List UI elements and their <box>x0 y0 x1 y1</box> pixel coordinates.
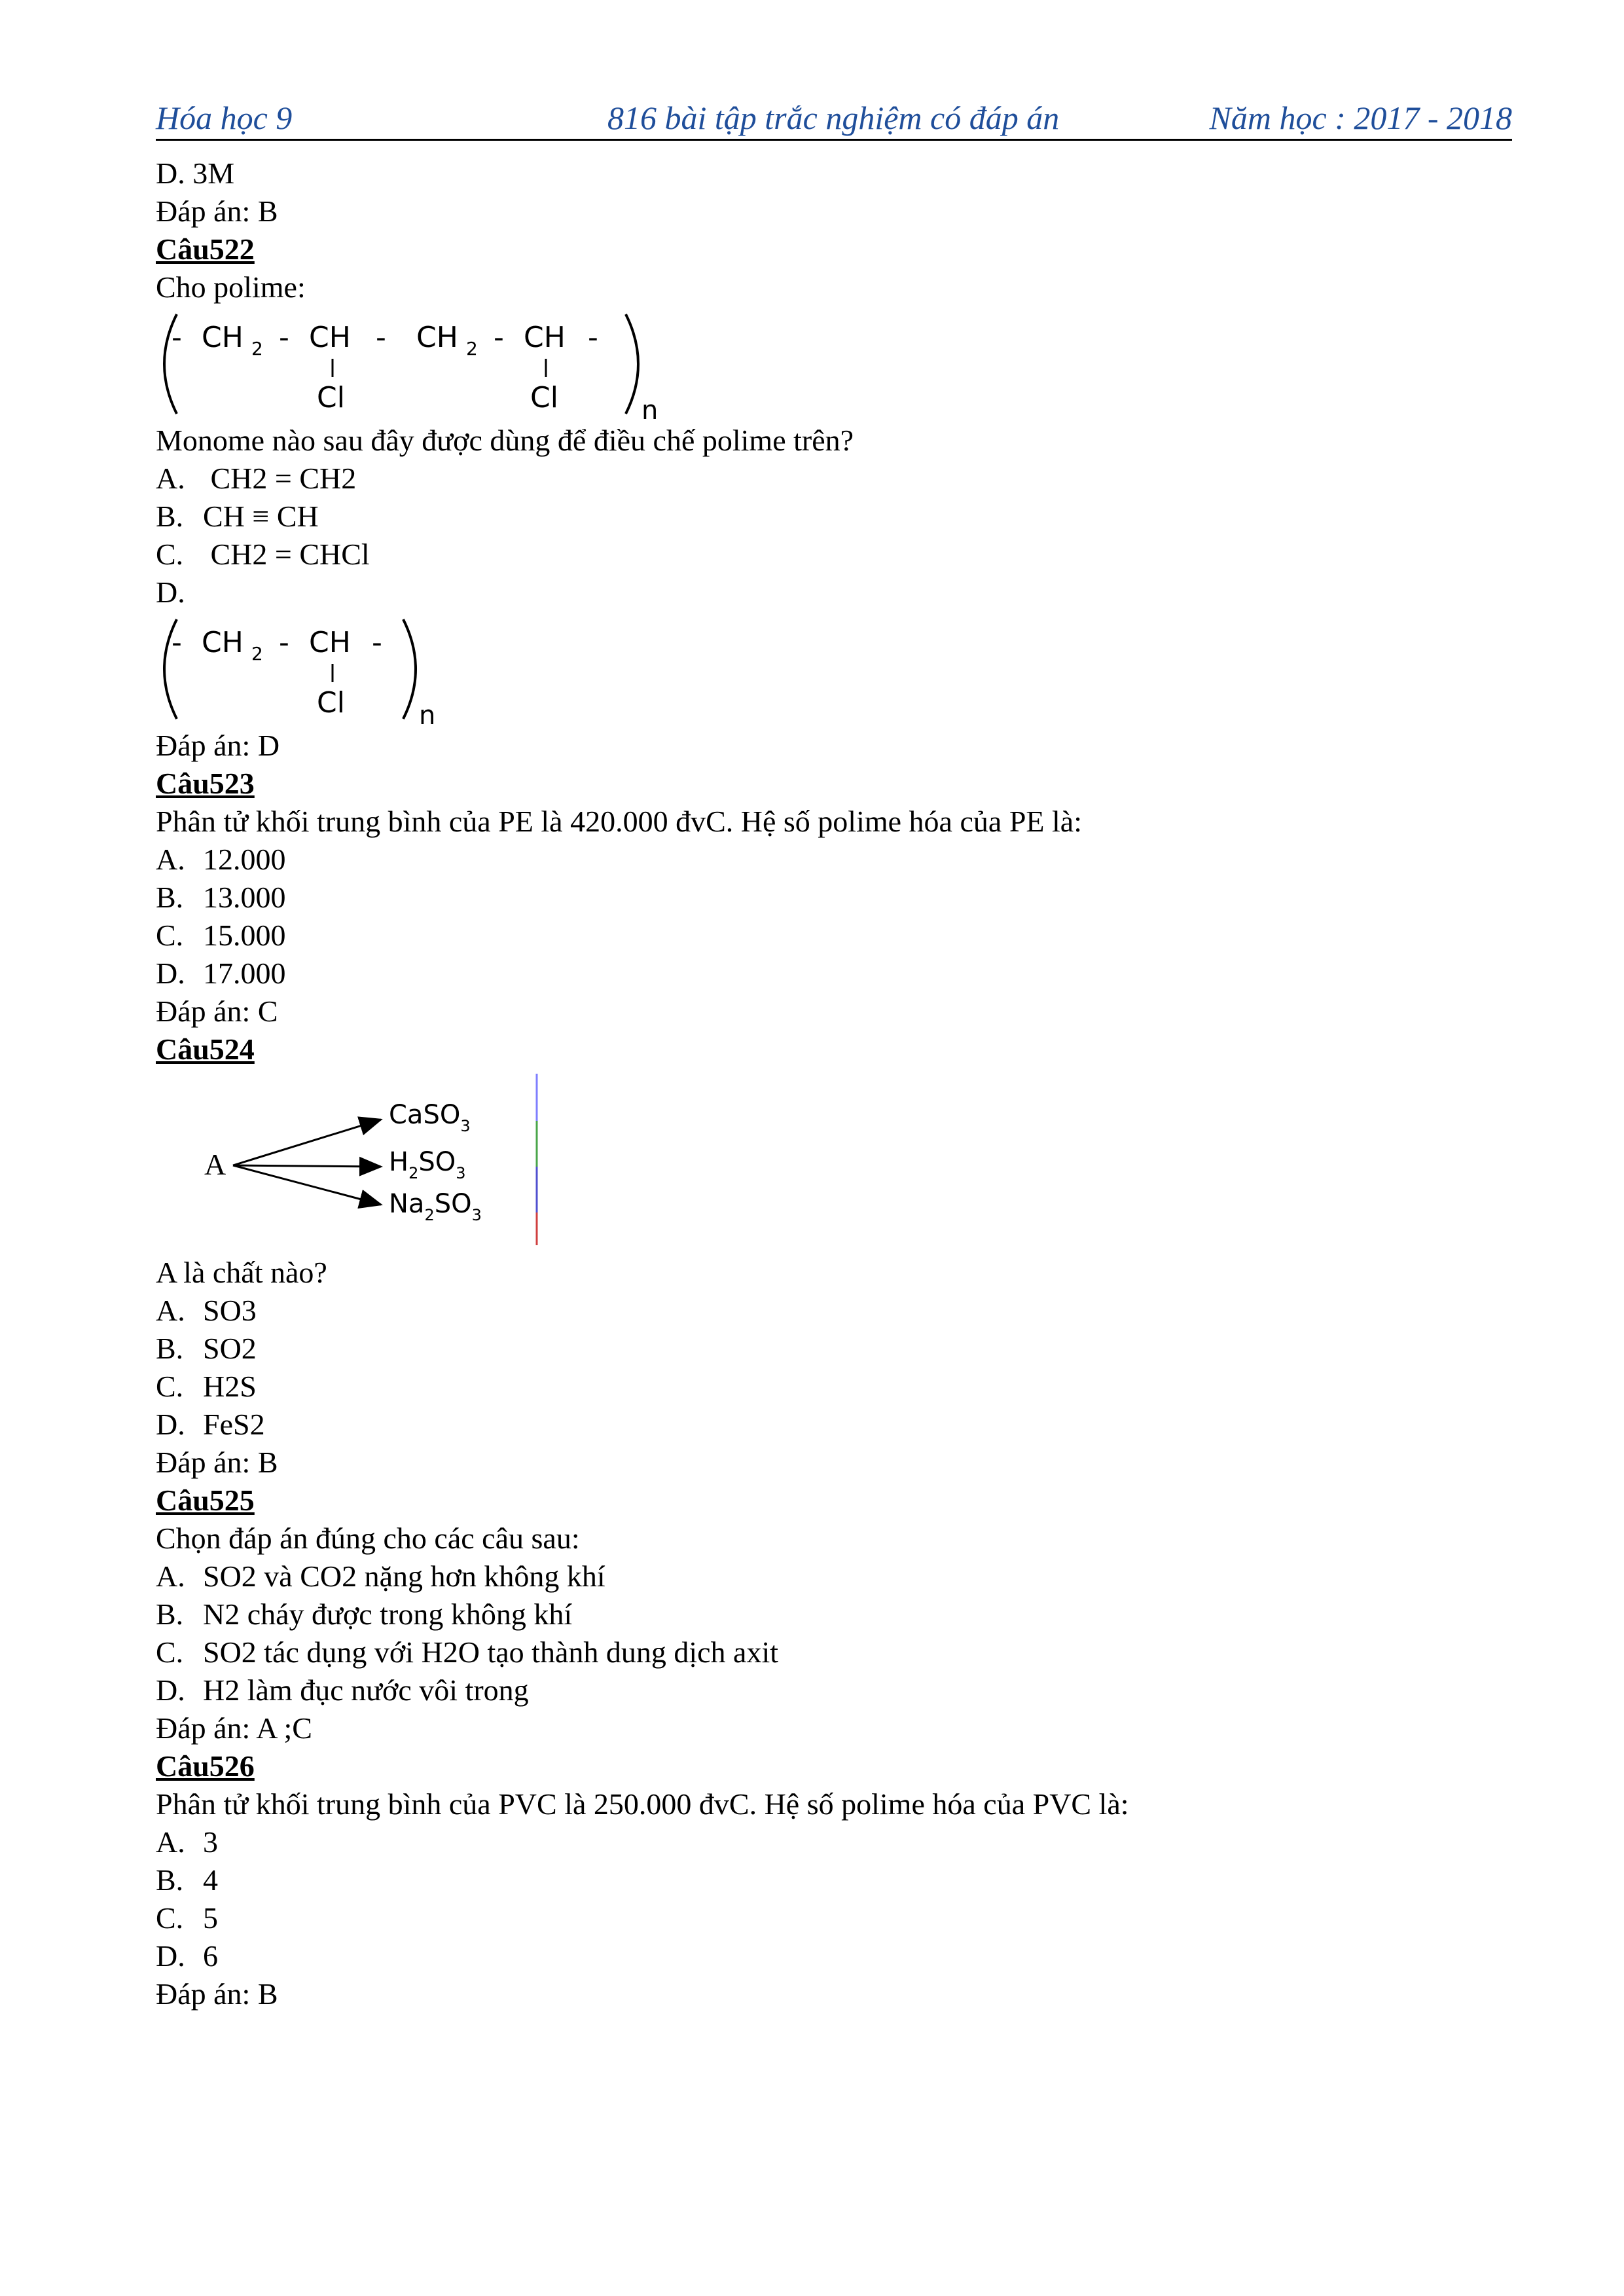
polymer-formula <box>156 306 679 422</box>
option-letter: B. <box>156 1332 184 1365</box>
option-text: H2S <box>203 1370 257 1403</box>
option-c <box>156 536 1512 574</box>
option-d <box>156 574 1512 611</box>
option-text: H2 làm đục nước vôi trong <box>203 1673 529 1707</box>
question-text: Phân tử khối trung bình của PVC là 250.000 đvC. Hệ số polime hóa của PVC là: <box>156 1787 1129 1821</box>
question-523 <box>156 765 1512 803</box>
product-caso3 <box>389 1100 471 1135</box>
option-text: SO3 <box>203 1294 257 1327</box>
product-pre: Na <box>389 1189 425 1219</box>
prev-option-d: D. 3M <box>156 156 235 190</box>
formula-chain-9: CH <box>524 321 566 354</box>
reaction-diagram-figure <box>156 1068 1512 1254</box>
formula-sub-cl-2: Cl <box>530 381 558 414</box>
diagram-source-a: A <box>204 1148 226 1181</box>
option-letter: B. <box>156 1597 184 1631</box>
formula-chain-8: - <box>494 321 504 354</box>
option-letter: B. <box>156 500 184 533</box>
option-b <box>156 498 1512 536</box>
option-a <box>156 841 1512 879</box>
option-letter: A. <box>156 843 185 876</box>
option-text: SO2 <box>203 1332 257 1365</box>
product-h2so3 <box>389 1147 466 1182</box>
polymer-formula-figure <box>156 306 1512 422</box>
option-d <box>156 1406 1512 1444</box>
option-letter: C. <box>156 1901 184 1935</box>
option-b <box>156 879 1512 917</box>
option-text: SO2 và CO2 nặng hơn không khí <box>203 1559 605 1593</box>
option-b <box>156 1861 1512 1899</box>
formula-chain-10: - <box>588 321 598 354</box>
option-text: SO2 tác dụng với H2O tạo thành dung dịch axit <box>203 1635 779 1669</box>
arrow-to-na2so3 <box>233 1165 381 1205</box>
formula-chain-1: CH <box>202 321 244 354</box>
product-sub: 3 <box>460 1117 471 1135</box>
option-letter: A. <box>156 1559 185 1593</box>
option-letter: B. <box>156 1863 184 1897</box>
formula-chain-2: 2 <box>251 338 263 359</box>
option-d <box>156 955 1512 993</box>
formula-chain-5: - <box>376 321 386 354</box>
question-title: Câu525 <box>156 1484 255 1517</box>
formula-chain-3: - <box>279 626 289 659</box>
formula-chain-1: CH <box>202 626 244 659</box>
question-524 <box>156 1030 1512 1068</box>
formula-sub-cl: Cl <box>317 686 345 720</box>
question-text: A là chất nào? <box>156 1256 327 1289</box>
option-letter: C. <box>156 1635 184 1669</box>
option-text: 4 <box>203 1863 218 1897</box>
product-presub: 2 <box>408 1164 419 1182</box>
header-subject: Hóa học 9 <box>156 100 293 136</box>
question-text: Monome nào sau đây được dùng để điều chế polime trên? <box>156 424 854 457</box>
option-letter: C. <box>156 919 184 952</box>
option-letter: C. <box>156 1370 184 1403</box>
reaction-diagram <box>156 1068 562 1254</box>
formula-chain-0: - <box>171 626 182 659</box>
option-letter: A. <box>156 1825 185 1859</box>
formula-chain-2: 2 <box>251 643 263 665</box>
option-text: CH2 = CHCl <box>203 538 370 571</box>
option-letter: D. <box>156 957 185 990</box>
option-letter: C. <box>156 538 184 571</box>
formula-n: n <box>419 701 436 727</box>
option-c <box>156 917 1512 955</box>
option-c <box>156 1633 1512 1671</box>
option-letter: B. <box>156 881 184 914</box>
product-presub: 2 <box>424 1206 435 1224</box>
option-letter: D. <box>156 1673 185 1707</box>
right-paren <box>403 619 416 719</box>
answer: Đáp án: C <box>156 994 278 1028</box>
question-title: Câu524 <box>156 1032 255 1066</box>
option-a <box>156 1558 1512 1595</box>
option-text: FeS2 <box>203 1408 265 1441</box>
option-letter: D. <box>156 1939 185 1973</box>
option-d <box>156 1937 1512 1975</box>
document-body <box>156 155 1512 2013</box>
formula-n: n <box>641 395 659 422</box>
option-text: 12.000 <box>203 843 286 876</box>
product-base: SO <box>434 1189 472 1219</box>
product-na2so3 <box>389 1189 482 1224</box>
option-letter: A. <box>156 1294 185 1327</box>
option-text: 17.000 <box>203 957 286 990</box>
question-522 <box>156 230 1512 268</box>
option-text: 13.000 <box>203 881 286 914</box>
product-sub: 3 <box>471 1206 482 1224</box>
formula-sub-cl-1: Cl <box>317 381 345 414</box>
product-base: CaSO <box>389 1100 461 1130</box>
option-a <box>156 460 1512 498</box>
formula-chain-7: 2 <box>466 338 478 359</box>
formula-chain-0: - <box>171 321 182 354</box>
option-letter: D. <box>156 575 185 609</box>
option-letter: A. <box>156 462 185 495</box>
option-a <box>156 1292 1512 1330</box>
option-text: 6 <box>203 1939 218 1973</box>
option-d <box>156 1671 1512 1709</box>
product-sub: 3 <box>456 1164 466 1182</box>
option-a <box>156 1823 1512 1861</box>
answer: Đáp án: B <box>156 1446 278 1479</box>
answer: Đáp án: B <box>156 1977 278 2011</box>
right-paren <box>626 314 638 414</box>
formula-chain-5: - <box>372 626 382 659</box>
question-title: Câu526 <box>156 1749 255 1783</box>
option-b <box>156 1330 1512 1368</box>
option-b <box>156 1595 1512 1633</box>
option-text: CH ≡ CH <box>203 500 319 533</box>
formula-chain-6: CH <box>416 321 458 354</box>
option-letter: D. <box>156 1408 185 1441</box>
option-d-formula-figure <box>156 611 1512 727</box>
page-header <box>156 98 1512 141</box>
option-text: 3 <box>203 1825 218 1859</box>
formula-chain-4: CH <box>309 626 351 659</box>
option-text: 5 <box>203 1901 218 1935</box>
question-526 <box>156 1747 1512 1785</box>
question-prompt: Cho polime: <box>156 270 306 304</box>
product-base: SO <box>418 1147 456 1177</box>
option-text: CH2 = CH2 <box>203 462 357 495</box>
option-text: 15.000 <box>203 919 286 952</box>
prev-answer: Đáp án: B <box>156 194 278 228</box>
header-book-title: 816 bài tập trắc nghiệm có đáp án <box>607 100 1060 136</box>
answer: Đáp án: D <box>156 729 280 762</box>
product-pre: H <box>389 1147 409 1177</box>
option-d-formula <box>156 611 457 727</box>
header-school-year: Năm học : 2017 - 2018 <box>1209 100 1512 136</box>
option-c <box>156 1899 1512 1937</box>
arrow-to-h2so3 <box>233 1165 381 1167</box>
formula-chain-3: - <box>279 321 289 354</box>
arrow-to-caso3 <box>233 1120 381 1165</box>
question-text: Chọn đáp án đúng cho các câu sau: <box>156 1522 580 1555</box>
option-c <box>156 1368 1512 1406</box>
question-525 <box>156 1482 1512 1520</box>
formula-chain-4: CH <box>309 321 351 354</box>
question-title: Câu522 <box>156 232 255 266</box>
option-text: N2 cháy được trong không khí <box>203 1597 573 1631</box>
question-text: Phân tử khối trung bình của PE là 420.000 đvC. Hệ số polime hóa của PE là: <box>156 805 1082 838</box>
answer: Đáp án: A ;C <box>156 1711 312 1745</box>
question-title: Câu523 <box>156 767 255 800</box>
